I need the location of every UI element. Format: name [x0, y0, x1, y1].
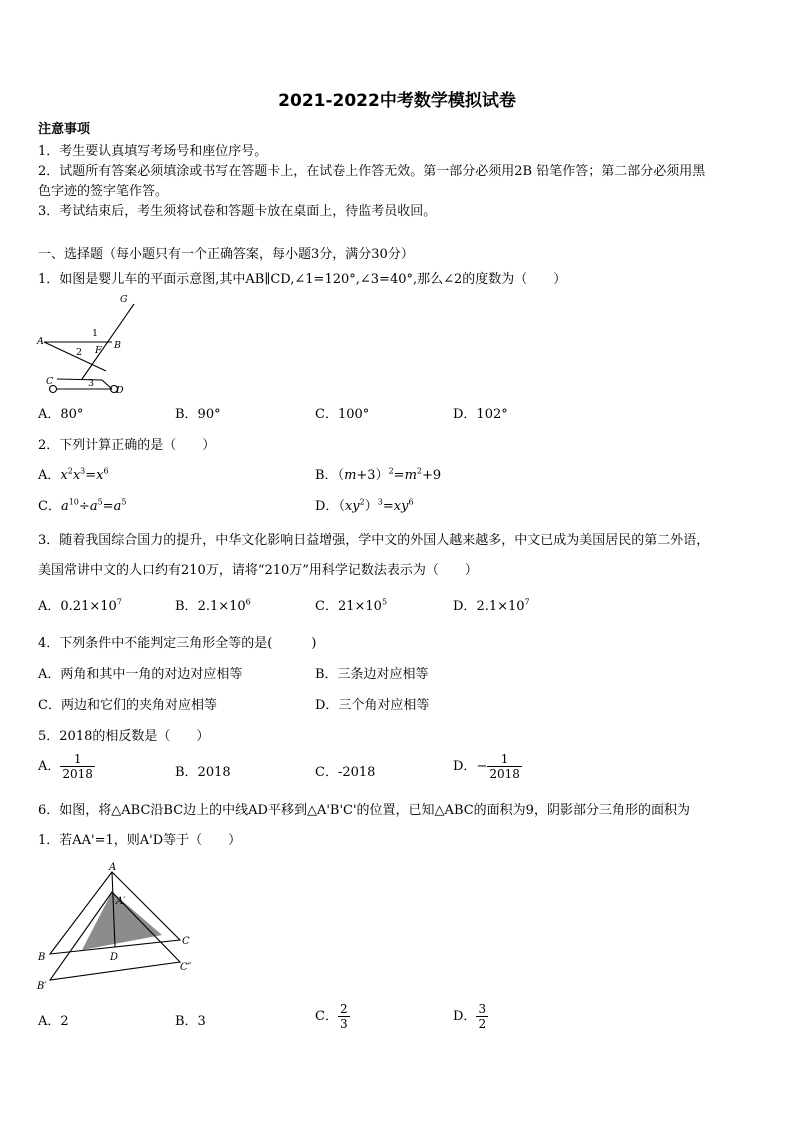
- equals: =: [102, 499, 114, 514]
- q2-option-d[interactable]: [315, 498, 414, 516]
- mantissa: 21×10: [337, 599, 382, 614]
- notice-item: 色字迹的签字笔作答。: [38, 184, 169, 199]
- label-B: B: [114, 340, 121, 351]
- q3-option-a[interactable]: [38, 598, 122, 616]
- paren: ）: [364, 499, 378, 514]
- option-label: A．: [38, 599, 61, 614]
- label-D: D: [116, 385, 124, 396]
- label-angle-3: 3: [88, 378, 95, 389]
- q4-option-b[interactable]: B．三条边对应相等: [315, 667, 429, 682]
- option-label: C．: [38, 499, 61, 514]
- label-B-prime: B′: [37, 981, 47, 992]
- var: xy: [344, 499, 360, 514]
- minus-sign: −: [476, 759, 488, 774]
- exponent: 2: [359, 497, 365, 507]
- option-label: C．: [315, 1009, 338, 1024]
- numerator: 1: [73, 752, 82, 766]
- fraction: [487, 752, 522, 781]
- q4-option-d[interactable]: D．三个角对应相等: [315, 698, 430, 713]
- paren: （: [337, 468, 345, 483]
- term: +9: [422, 468, 442, 483]
- term: +3）: [356, 468, 389, 483]
- label-angle-2: 2: [76, 347, 83, 358]
- label-F: F: [95, 345, 102, 356]
- exponent: 10: [68, 497, 79, 507]
- q1-option-c[interactable]: C．100°: [315, 407, 370, 422]
- equals: =: [393, 468, 405, 483]
- option-label: D．: [315, 499, 339, 514]
- notice-item: 2．试题所有答案必须填涂或书写在答题卡上，在试卷上作答无效。第一部分必须用2B 铅笔作答；第二部分必须用黑: [38, 164, 706, 179]
- label-A: A: [109, 862, 117, 873]
- exponent: 2: [416, 466, 422, 476]
- question-5-stem: 5．2018的相反数是（ ）: [38, 729, 210, 744]
- q2-option-b[interactable]: [315, 467, 441, 485]
- denominator: 2018: [62, 767, 93, 781]
- notice-heading: 注意事项: [38, 122, 91, 137]
- exponent: 6: [408, 497, 414, 507]
- exponent: 3: [80, 466, 86, 476]
- q6-triangle-figure: [34, 860, 214, 995]
- fraction: [338, 1002, 350, 1031]
- fraction: [476, 1002, 488, 1031]
- q1-option-b[interactable]: B．90°: [175, 407, 221, 422]
- exponent: 5: [121, 497, 127, 507]
- var: xy: [393, 499, 409, 514]
- q6-option-b[interactable]: B．3: [175, 1014, 206, 1029]
- var: m: [344, 468, 357, 483]
- q1-stroller-figure: [36, 292, 148, 398]
- exponent: 7: [116, 597, 122, 607]
- denominator: 3: [339, 1017, 348, 1031]
- exponent: 7: [524, 597, 530, 607]
- q1-option-a[interactable]: A．80°: [38, 407, 84, 422]
- question-4-stem: 4．下列条件中不能判定三角形全等的是( ): [38, 636, 317, 651]
- q1-option-d[interactable]: D．102°: [453, 407, 508, 422]
- numerator: 2: [339, 1002, 348, 1016]
- var: a: [113, 499, 122, 514]
- option-label: A．: [38, 468, 61, 483]
- q3-option-c[interactable]: [315, 598, 387, 616]
- exponent: 3: [377, 497, 383, 507]
- notice-item: 1．考生要认真填写考场号和座位序号。: [38, 144, 268, 159]
- exponent: 2: [388, 466, 394, 476]
- var: a: [60, 499, 69, 514]
- page-title: 2021-2022中考数学模拟试卷: [278, 91, 516, 111]
- operator: ÷: [78, 499, 90, 514]
- label-G: G: [120, 294, 128, 305]
- q6-option-c[interactable]: [315, 1002, 350, 1031]
- fraction: [60, 752, 95, 781]
- question-3-stem: 3．随着我国综合国力的提升，中华文化影响日益增强，学中文的外国人越来越多，中文已成为美国居民的第二外语，: [38, 533, 710, 548]
- var: x: [60, 468, 68, 483]
- option-label: B．: [315, 468, 338, 483]
- label-C: C: [46, 376, 54, 387]
- q5-option-b[interactable]: B．2018: [175, 765, 231, 780]
- q5-option-d[interactable]: [453, 752, 522, 781]
- q3-option-b[interactable]: [175, 598, 251, 616]
- q4-option-a[interactable]: A．两角和其中一角的对边对应相等: [38, 667, 243, 682]
- label-A: A: [37, 336, 44, 347]
- var: m: [404, 468, 417, 483]
- q6-option-d[interactable]: [453, 1002, 488, 1031]
- question-6-stem: 6．如图，将△ABC沿BC边上的中线AD平移到△A'B'C'的位置，已知△ABC的面积为9，阴影部分三角形的面积为: [38, 803, 690, 818]
- numerator: 3: [478, 1002, 487, 1016]
- question-1-stem: 1．如图是婴儿车的平面示意图,其中AB∥CD,∠1=120°,∠3=40°,那么∠2的度数为（ ）: [38, 272, 567, 287]
- q5-option-c[interactable]: C．-2018: [315, 765, 376, 780]
- notice-item: 3．考试结束后，考生须将试卷和答题卡放在桌面上，待监考员收回。: [38, 204, 437, 219]
- exponent: 6: [103, 466, 109, 476]
- q2-option-c[interactable]: [38, 498, 126, 516]
- equals: =: [382, 499, 394, 514]
- exponent: 5: [97, 497, 103, 507]
- exponent: 6: [245, 597, 251, 607]
- question-3-stem-cont: 美国常讲中文的人口约有210万，请将“210万”用科学记数法表示为（ ）: [38, 563, 478, 578]
- question-2-stem: 2．下列计算正确的是（ ）: [38, 438, 216, 453]
- paren: （: [338, 499, 345, 514]
- option-label: A．: [38, 759, 61, 774]
- option-label: C．: [315, 599, 338, 614]
- denominator: 2018: [489, 767, 520, 781]
- mantissa: 2.1×10: [197, 599, 246, 614]
- denominator: 2: [478, 1017, 487, 1031]
- option-label: D．: [453, 599, 477, 614]
- q3-option-d[interactable]: [453, 598, 530, 616]
- q5-option-a[interactable]: [38, 752, 95, 781]
- q2-option-a[interactable]: [38, 467, 109, 485]
- label-C-prime: C″: [180, 962, 192, 973]
- option-label: D．: [453, 1009, 477, 1024]
- exponent: 5: [381, 597, 388, 607]
- numerator: 1: [500, 752, 509, 766]
- label-C: C: [182, 936, 190, 947]
- exponent: 2: [67, 466, 73, 476]
- equals: =: [85, 468, 97, 483]
- label-angle-1: 1: [92, 328, 99, 339]
- label-A-prime: A′: [116, 896, 126, 907]
- var: x: [96, 468, 104, 483]
- option-label: B．: [175, 599, 198, 614]
- mantissa: 2.1×10: [476, 599, 525, 614]
- q4-option-c[interactable]: C．两边和它们的夹角对应相等: [38, 698, 217, 713]
- section-heading: 一、选择题（每小题只有一个正确答案，每小题3分，满分30分）: [38, 247, 414, 262]
- mantissa: 0.21×10: [60, 599, 117, 614]
- label-B: B: [38, 952, 46, 963]
- q6-option-a[interactable]: A．2: [38, 1014, 69, 1029]
- option-label: D．: [453, 759, 477, 774]
- var: x: [72, 468, 81, 483]
- question-6-stem-cont: 1．若AA'=1，则A'D等于（ ）: [38, 833, 242, 848]
- label-D: D: [110, 952, 119, 963]
- var: a: [89, 499, 98, 514]
